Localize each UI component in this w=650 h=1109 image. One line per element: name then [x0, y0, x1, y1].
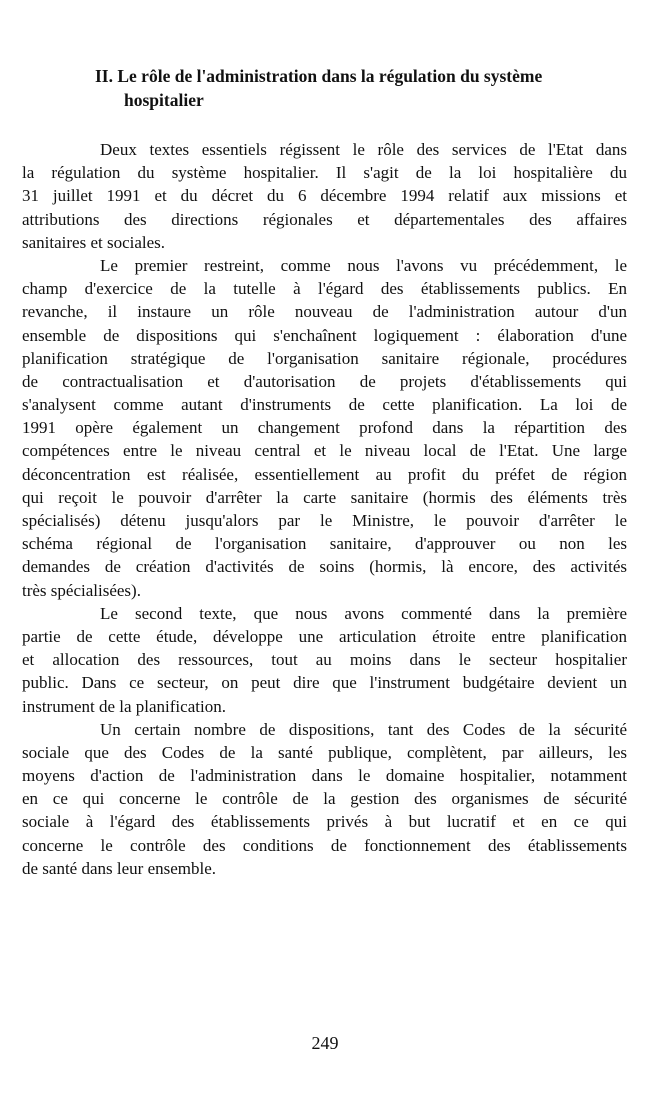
text-line: qui reçoit le pouvoir d'arrêter la carte sanitaire (hormis des éléments très — [22, 487, 627, 507]
text-line: 31 juillet 1991 et du décret du 6 décembre 1994 relatif aux missions et — [22, 186, 627, 206]
text-line: Le premier restreint, comme nous l'avons vu précédemment, le — [100, 255, 627, 275]
paragraph — [22, 138, 627, 254]
text-line: de contractualisation et d'autorisation de projets d'établissements qui — [22, 371, 627, 391]
text-line: ensemble de dispositions qui s'enchaînent logiquement : élaboration d'une — [22, 325, 627, 345]
text-line: Le second texte, que nous avons commenté dans la première — [100, 603, 627, 623]
page-number: 249 — [311, 1033, 339, 1053]
text-line: très spécialisées). — [22, 580, 141, 600]
paragraph — [22, 718, 627, 880]
text-line: déconcentration est réalisée, essentiellement au profit du préfet de région — [22, 464, 627, 484]
text-line: instrument de la planification. — [22, 696, 226, 716]
text-line: spécialisés) détenu jusqu'alors par le Ministre, le pouvoir d'arrêter le — [22, 511, 627, 530]
text-line: s'analysent comme autant d'instruments de cette planification. La loi de — [22, 395, 627, 415]
text-line: 1991 opère également un changement profond dans la répartition des — [22, 418, 627, 438]
text-line: Deux textes essentiels régissent le rôle des services de l'Etat dans — [100, 140, 627, 159]
text-line: et allocation des ressources, tout au moins dans le secteur hospitalier — [22, 650, 627, 670]
text-line: attributions des directions régionales et départementales des affaires — [22, 209, 627, 229]
heading-line-1: II. Le rôle de l'administration dans la régulation du système — [95, 66, 543, 86]
body-text — [22, 138, 627, 880]
text-line: compétences entre le niveau central et le niveau local de l'Etat. Une large — [22, 441, 627, 461]
text-line: sanitaires et sociales. — [22, 232, 166, 252]
text-line: de santé dans leur ensemble. — [22, 858, 217, 878]
text-line: planification stratégique de l'organisation sanitaire régionale, procédures — [22, 348, 627, 368]
text-line: schéma régional de l'organisation sanitaire, d'approuver ou non les — [22, 534, 627, 554]
text-line: champ d'exercice de la tutelle à l'égard des établissements publics. En — [22, 279, 627, 299]
text-line: public. Dans ce secteur, on peut dire que l'instrument budgétaire devient un — [22, 673, 627, 693]
paragraph — [22, 602, 627, 718]
text-line: sociale que des Codes de la santé publique, complètent, par ailleurs, les — [22, 742, 627, 762]
text-line: Un certain nombre de dispositions, tant des Codes de la sécurité — [100, 719, 627, 739]
text-line: demandes de création d'activités de soins (hormis, là encore, des activités — [22, 557, 627, 577]
text-line: concerne le contrôle des conditions de fonctionnement des établissements — [22, 835, 627, 855]
text-line: sociale à l'égard des établissements privés à but lucratif et en ce qui — [22, 812, 627, 832]
heading-line-2: hospitalier — [124, 90, 204, 110]
text-line: en ce qui concerne le contrôle de la gestion des organismes de sécurité — [22, 789, 627, 809]
text-line: la régulation du système hospitalier. Il s'agit de la loi hospitalière du — [22, 163, 627, 183]
paragraph — [22, 254, 627, 602]
section-heading — [95, 64, 615, 112]
text-line: moyens d'action de l'administration dans le domaine hospitalier, notamment — [22, 766, 627, 786]
text-line: revanche, il instaure un rôle nouveau de l'administration autour d'un — [22, 302, 627, 322]
text-line: partie de cette étude, développe une articulation étroite entre planification — [22, 626, 627, 646]
